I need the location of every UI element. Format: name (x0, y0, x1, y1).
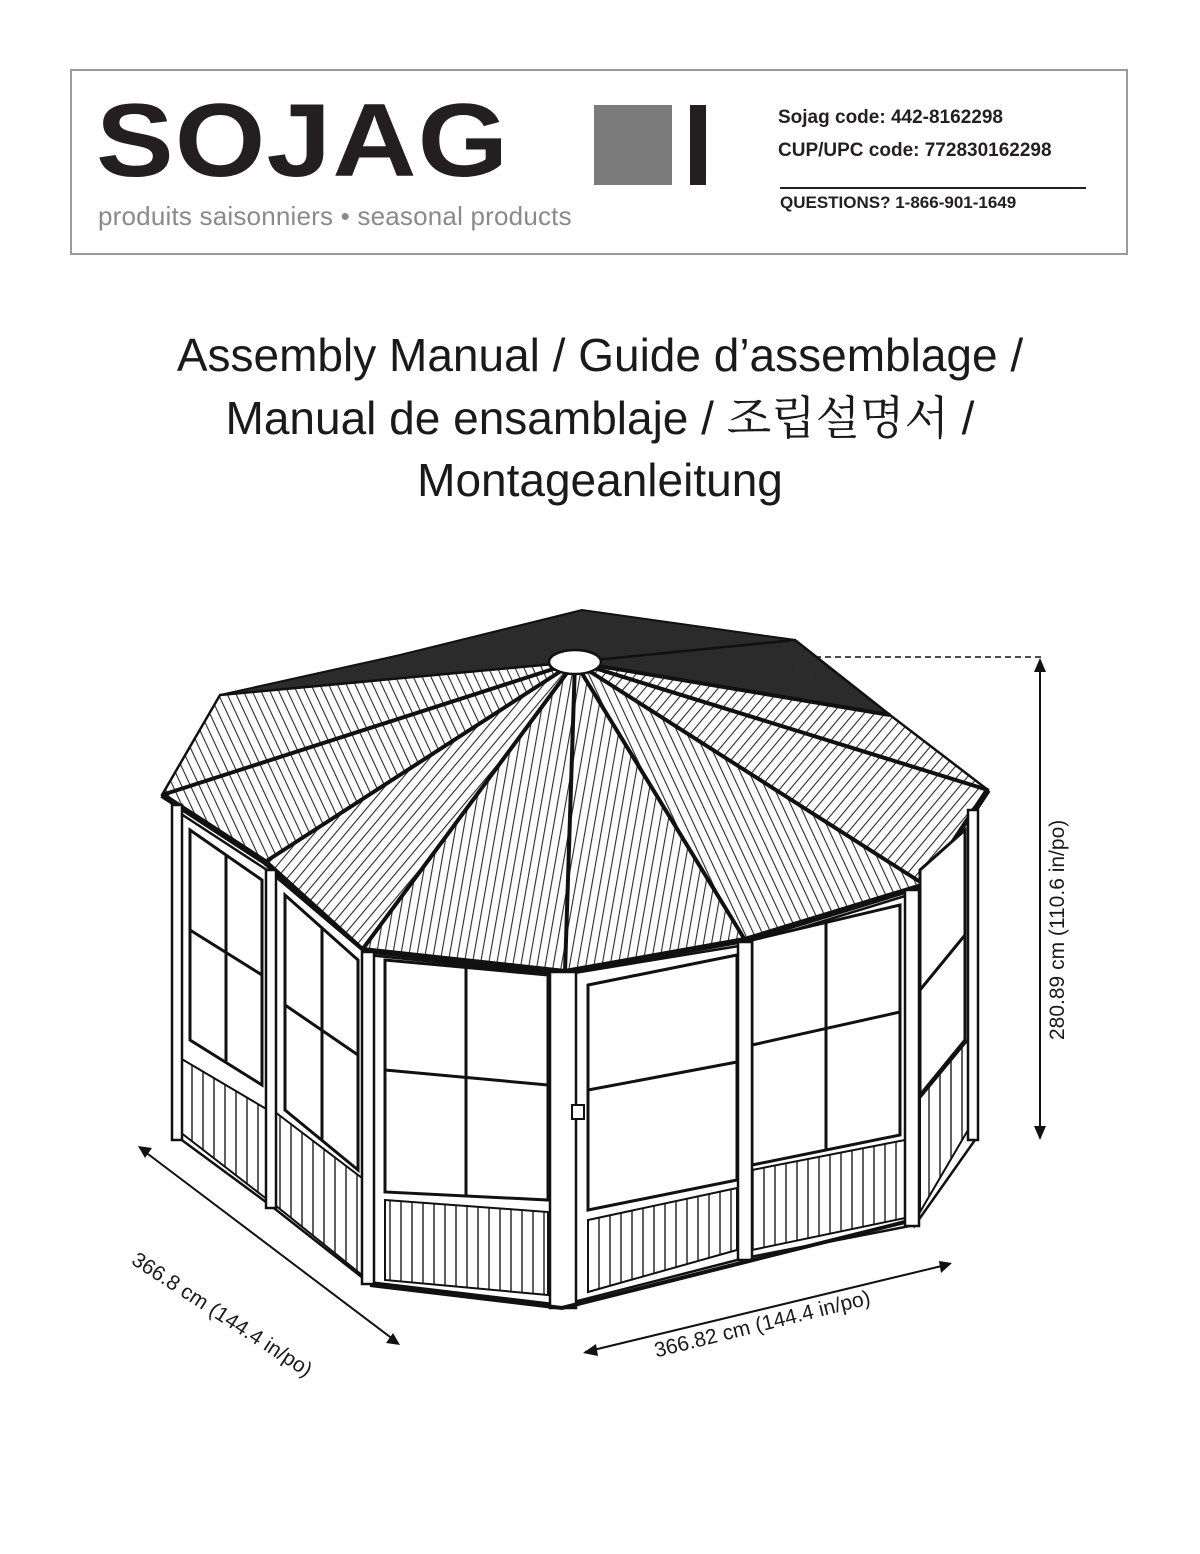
upc-code: CUP/UPC code: 772830162298 (778, 140, 1052, 161)
sojag-code: Sojag code: 442-8162298 (778, 107, 1003, 128)
logo-bar-icon (690, 105, 706, 185)
door-handle (572, 1105, 584, 1119)
title-line-1: Assembly Manual / Guide d’assemblage / (176, 329, 1024, 381)
logo-wordmark: SOJAG (96, 83, 510, 199)
title-line-2: Manual de ensamblaje / 조립설명서 / (225, 392, 975, 444)
dimension-right-width: 366.82 cm (144.4 in/po) (652, 1286, 873, 1363)
logo-square-icon (594, 105, 672, 185)
title-line-3: Montageanleitung (417, 454, 783, 506)
gazebo-illustration (130, 600, 1090, 1380)
dimension-left-width: 366.8 cm (144.4 in/po) (127, 1248, 317, 1382)
roof-cap (549, 650, 601, 674)
divider (780, 187, 1086, 189)
header-box (70, 69, 1128, 255)
tagline: produits saisonniers • seasonal products (98, 201, 572, 231)
dimension-height: 280.89 cm (110.6 in/po) (1046, 819, 1069, 1040)
questions-phone: QUESTIONS? 1-866-901-1649 (780, 193, 1017, 212)
